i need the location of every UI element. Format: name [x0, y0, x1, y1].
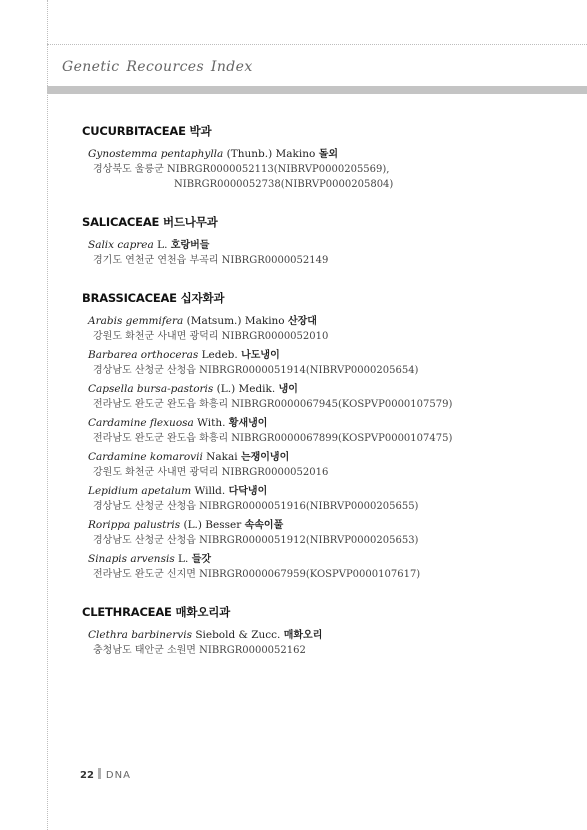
location-record	[93, 431, 562, 446]
korean-name: 들갓	[191, 554, 212, 565]
location-line: 경상북도 울릉군 NIBRGR0000052113(NIBRVP0000205569),	[93, 164, 390, 175]
species-entry	[88, 628, 562, 658]
species-entry	[88, 147, 562, 192]
scientific-name: Arabis gemmifera	[88, 315, 184, 327]
header-rule	[47, 86, 587, 94]
location-record	[93, 397, 562, 412]
location-record	[93, 533, 562, 548]
footer-separator	[98, 768, 101, 779]
korean-name: 돌외	[318, 149, 339, 160]
location-line: 경상남도 산청군 산청읍 NIBRGR0000051912(NIBRVP0000205653)	[93, 535, 419, 546]
location-line: NIBRGR0000052738(NIBRVP0000205804)	[174, 179, 394, 190]
scientific-name: Capsella bursa-pastoris	[88, 383, 214, 395]
margin-guide-vertical	[47, 0, 48, 830]
scientific-name: Barbarea orthoceras	[88, 349, 199, 361]
location-record	[93, 253, 562, 268]
korean-name: 다닥냉이	[228, 486, 268, 497]
korean-name: 냉이	[278, 384, 298, 395]
location-line: 경상남도 산청군 산청읍 NIBRGR0000051914(NIBRVP0000205654)	[93, 365, 419, 376]
page-footer	[80, 768, 131, 781]
species-name	[88, 147, 562, 162]
species-entry	[88, 416, 562, 446]
family-section	[82, 290, 562, 582]
scientific-name: Salix caprea	[88, 239, 154, 251]
korean-name: 황새냉이	[228, 418, 268, 429]
author-name: With.	[197, 417, 226, 429]
family-title: BRASSICACEAE 십자화과	[82, 291, 225, 305]
species-name	[88, 450, 562, 465]
location-record	[93, 643, 562, 658]
location-line: 충청남도 태안군 소원면 NIBRGR0000052162	[93, 645, 306, 656]
author-name: L.	[157, 239, 168, 251]
author-name: L.	[178, 553, 189, 565]
location-line: 경기도 연천군 연천읍 부곡리 NIBRGR0000052149	[93, 255, 329, 266]
species-entry	[88, 348, 562, 378]
author-name: Willd.	[194, 485, 226, 497]
korean-name: 나도냉이	[241, 350, 280, 361]
scientific-name: Cardamine komarovii	[88, 451, 203, 463]
species-name	[88, 314, 562, 329]
species-entry	[88, 238, 562, 268]
location-line: 강원도 화천군 사내면 광덕리 NIBRGR0000052016	[93, 467, 329, 478]
location-line: 전라남도 완도군 신지면 NIBRGR0000067959(KOSPVP0000107617)	[93, 569, 421, 580]
location-record	[93, 465, 562, 480]
author-name: (Matsum.) Makino	[186, 315, 285, 327]
author-name: (Thunb.) Makino	[226, 148, 316, 160]
scientific-name: Rorippa palustris	[88, 519, 181, 531]
location-record	[93, 499, 562, 514]
location-record	[93, 567, 562, 582]
scientific-name: Sinapis arvensis	[88, 553, 175, 565]
species-entry	[88, 450, 562, 480]
species-entry	[88, 314, 562, 344]
location-record	[93, 162, 562, 192]
author-name: Nakai	[206, 451, 238, 463]
family-section	[82, 604, 562, 658]
species-name	[88, 416, 562, 431]
location-record	[93, 363, 562, 378]
species-name	[88, 552, 562, 567]
species-name	[88, 348, 562, 363]
species-entry	[88, 484, 562, 514]
location-line: 강원도 화천군 사내면 광덕리 NIBRGR0000052010	[93, 331, 329, 342]
species-name	[88, 628, 562, 643]
family-title: CUCURBITACEAE 박과	[82, 124, 212, 138]
species-entry	[88, 382, 562, 412]
margin-guide-horizontal	[47, 44, 587, 45]
location-line: 전라남도 완도군 완도읍 화흥리 NIBRGR0000067945(KOSPVP0000107579)	[93, 399, 453, 410]
scientific-name: Cardamine flexuosa	[88, 417, 194, 429]
species-name	[88, 382, 562, 397]
page-header-title: Genetic Recources Index	[62, 59, 253, 75]
location-line: 전라남도 완도군 완도읍 화흥리 NIBRGR0000067899(KOSPVP0000107475)	[93, 433, 453, 444]
page-number: 22	[80, 770, 94, 781]
family-title: SALICACEAE 버드나무과	[82, 215, 218, 229]
author-name: Siebold & Zucc.	[195, 629, 281, 641]
family-title: CLETHRACEAE 매화오리과	[82, 605, 231, 619]
species-name	[88, 518, 562, 533]
scientific-name: Lepidium apetalum	[88, 485, 192, 497]
korean-name: 호랑버들	[170, 240, 210, 251]
author-name: Ledeb.	[201, 349, 238, 361]
species-name	[88, 238, 562, 253]
location-record	[93, 329, 562, 344]
footer-label: DNA	[105, 770, 131, 781]
location-line: 경상남도 산청군 산청읍 NIBRGR0000051916(NIBRVP0000205655)	[93, 501, 419, 512]
korean-name: 속속이풀	[244, 520, 284, 531]
scientific-name: Clethra barbinervis	[88, 629, 192, 641]
species-entry	[88, 552, 562, 582]
species-name	[88, 484, 562, 499]
korean-name: 는쟁이냉이	[240, 452, 290, 463]
index-content	[82, 123, 562, 680]
author-name: (L.) Medik.	[216, 383, 276, 395]
korean-name: 매화오리	[283, 630, 323, 641]
korean-name: 산장대	[287, 316, 317, 327]
scientific-name: Gynostemma pentaphylla	[88, 148, 224, 160]
author-name: (L.) Besser	[183, 519, 242, 531]
family-section	[82, 123, 562, 192]
family-section	[82, 214, 562, 268]
species-entry	[88, 518, 562, 548]
